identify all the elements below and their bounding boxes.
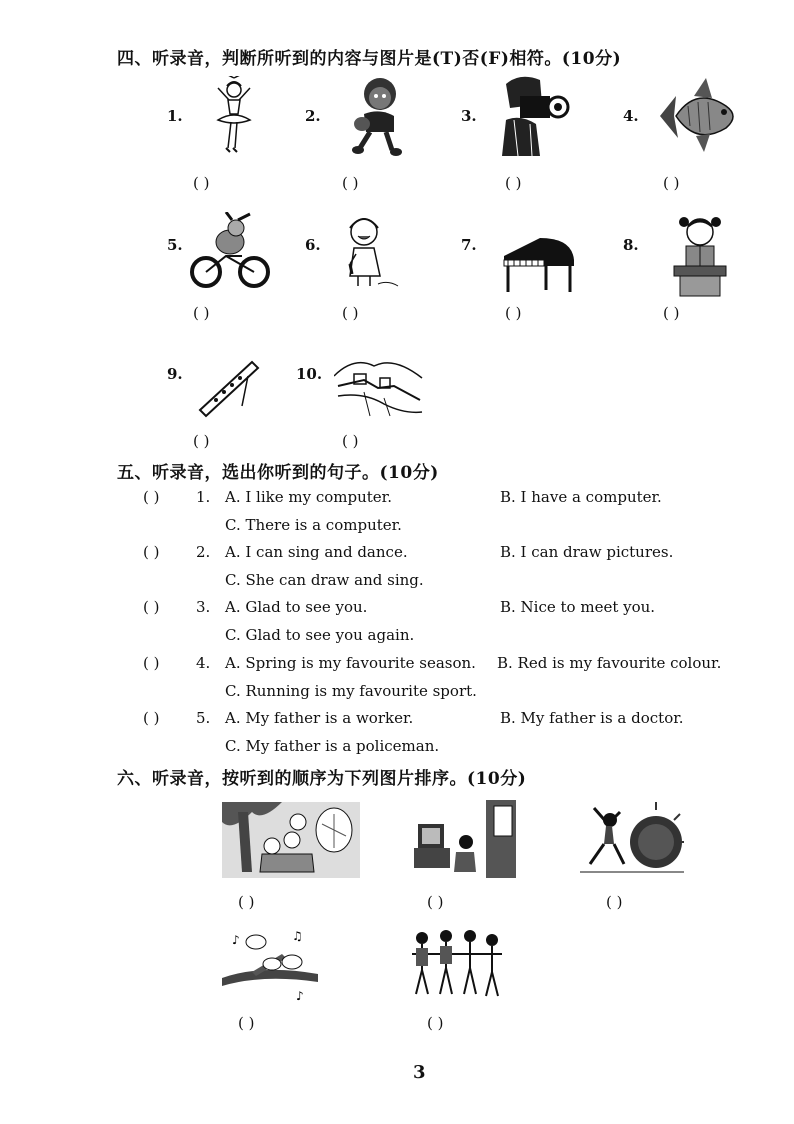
svg-text:♪: ♪ <box>296 989 304 1003</box>
birds-singing-icon <box>222 924 318 1004</box>
order-blank[interactable]: ( ) <box>427 1014 444 1032</box>
answer-paren[interactable]: ( ) <box>143 488 160 506</box>
flute-icon <box>192 354 262 420</box>
rabbit-bicycle-icon <box>190 212 272 290</box>
order-blank[interactable]: ( ) <box>606 893 623 911</box>
option-c: C. Running is my favourite sport. <box>225 682 477 700</box>
order-blank[interactable]: ( ) <box>238 893 255 911</box>
answer-paren[interactable]: ( ) <box>143 598 160 616</box>
option-a: A. Spring is my favourite season. <box>225 654 476 672</box>
option-c: C. She can draw and sing. <box>225 571 424 589</box>
order-blank[interactable]: ( ) <box>427 893 444 911</box>
question-number: 3. <box>196 598 211 616</box>
answer-blank[interactable]: ( ) <box>193 304 210 322</box>
piano-icon <box>500 236 578 296</box>
answer-blank[interactable]: ( ) <box>342 432 359 450</box>
option-a: A. I can sing and dance. <box>225 543 408 561</box>
great-wall-icon <box>334 356 424 418</box>
item-number: 1. <box>167 107 183 125</box>
ballerina-icon <box>208 76 260 158</box>
item-number: 9. <box>167 365 183 383</box>
boy-running-icon <box>350 72 404 160</box>
item-number: 8. <box>623 236 639 254</box>
option-c: C. My father is a policeman. <box>225 737 440 755</box>
option-a: A. Glad to see you. <box>225 598 368 616</box>
option-c: C. Glad to see you again. <box>225 626 415 644</box>
girl-reading-icon <box>668 212 732 298</box>
answer-blank[interactable]: ( ) <box>663 304 680 322</box>
item-number: 2. <box>305 107 321 125</box>
answer-blank[interactable]: ( ) <box>505 304 522 322</box>
page-number: 3 <box>413 1062 426 1083</box>
section5-heading: 五、听录音，选出你听到的句子。(10分) <box>117 463 439 483</box>
children-dancing-icon <box>408 926 506 1002</box>
girl-exercising-sun-icon <box>580 802 684 878</box>
answer-paren[interactable]: ( ) <box>143 543 160 561</box>
camera-man-icon <box>500 74 572 156</box>
option-b: B. Red is my favourite colour. <box>497 654 722 672</box>
option-c: C. There is a computer. <box>225 516 402 534</box>
answer-paren[interactable]: ( ) <box>143 709 160 727</box>
picnic-tree-icon <box>222 802 360 878</box>
item-number: 5. <box>167 236 183 254</box>
svg-text:♪: ♪ <box>232 933 240 947</box>
item-number: 4. <box>623 107 639 125</box>
option-b: B. I can draw pictures. <box>500 543 674 561</box>
answer-blank[interactable]: ( ) <box>663 174 680 192</box>
answer-blank[interactable]: ( ) <box>193 432 210 450</box>
answer-blank[interactable]: ( ) <box>342 304 359 322</box>
answer-blank[interactable]: ( ) <box>505 174 522 192</box>
option-b: B. My father is a doctor. <box>500 709 684 727</box>
watching-tv-icon <box>412 800 516 878</box>
answer-paren[interactable]: ( ) <box>143 654 160 672</box>
item-number: 7. <box>461 236 477 254</box>
question-number: 2. <box>196 543 211 561</box>
question-number: 5. <box>196 709 211 727</box>
answer-blank[interactable]: ( ) <box>342 174 359 192</box>
section4-heading: 四、听录音，判断所听到的内容与图片是(T)否(F)相符。(10分) <box>117 49 622 69</box>
item-number: 3. <box>461 107 477 125</box>
question-number: 1. <box>196 488 211 506</box>
section6-heading: 六、听录音，按听到的顺序为下列图片排序。(10分) <box>117 769 527 789</box>
girl-singing-icon <box>340 214 404 292</box>
option-b: B. I have a computer. <box>500 488 662 506</box>
option-b: B. Nice to meet you. <box>500 598 656 616</box>
svg-text:♫: ♫ <box>292 929 303 943</box>
item-number: 10. <box>296 365 323 383</box>
order-blank[interactable]: ( ) <box>238 1014 255 1032</box>
option-a: A. I like my computer. <box>225 488 392 506</box>
fish-icon <box>656 76 744 156</box>
item-number: 6. <box>305 236 321 254</box>
question-number: 4. <box>196 654 211 672</box>
option-a: A. My father is a worker. <box>225 709 414 727</box>
answer-blank[interactable]: ( ) <box>193 174 210 192</box>
